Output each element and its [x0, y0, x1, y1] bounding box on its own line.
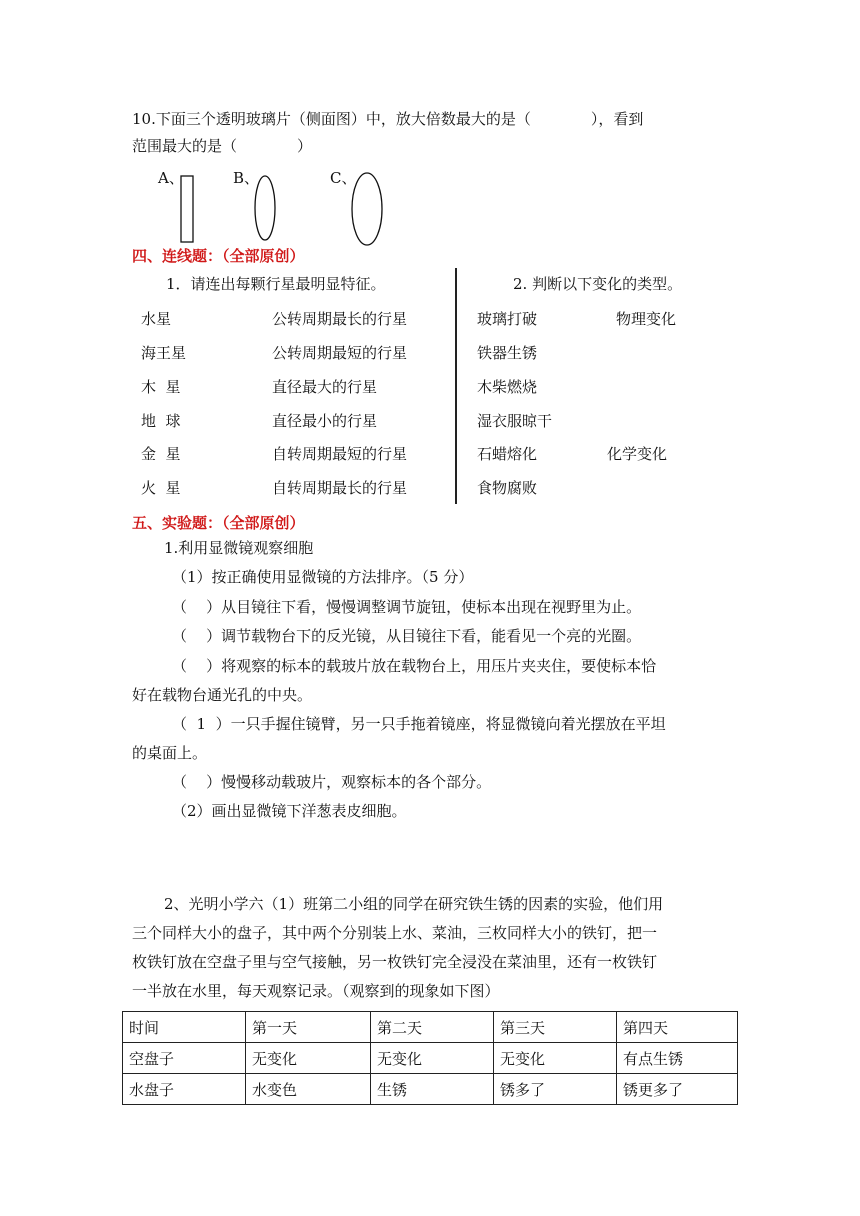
q10-line-2: 范围最大的是（ ） [132, 137, 313, 155]
planet-item: 木 星 [141, 378, 181, 396]
change-item: 食物腐败 [477, 479, 538, 497]
change-item: 木柴燃烧 [477, 378, 538, 396]
lens-c-thick-convex [352, 173, 382, 245]
table-cell: 水变色 [246, 1074, 371, 1105]
microscope-step-cont: 的桌面上。 [132, 744, 208, 762]
microscope-subquestion-1: （1）按正确使用显微镜的方法排序。（5 分） [172, 568, 474, 586]
table-cell: 空盘子 [123, 1043, 246, 1074]
change-item: 铁器生锈 [477, 344, 538, 362]
lens-b-thin-convex [255, 176, 275, 240]
lens-a-flat-glass [181, 176, 193, 242]
table-cell: 无变化 [371, 1043, 494, 1074]
physical-change-label: 物理变化 [616, 310, 677, 328]
table-cell: 无变化 [246, 1043, 371, 1074]
planet-feature: 公转周期最长的行星 [272, 310, 408, 328]
planet-feature: 直径最大的行星 [272, 378, 378, 396]
table-row [123, 1074, 738, 1105]
planet-item: 海王星 [141, 344, 187, 362]
planet-feature: 公转周期最短的行星 [272, 344, 408, 362]
chemical-change-label: 化学变化 [607, 445, 668, 463]
rust-observation-table [122, 1011, 738, 1105]
table-header-cell: 第二天 [371, 1012, 494, 1043]
table-cell: 无变化 [494, 1043, 617, 1074]
planet-feature: 直径最小的行星 [272, 412, 378, 430]
planet-item: 地 球 [141, 412, 181, 430]
table-cell: 锈多了 [494, 1074, 617, 1105]
table-cell: 锈更多了 [617, 1074, 738, 1105]
rust-question-line: 一半放在水里，每天观察记录。（观察到的现象如下图） [132, 982, 500, 1000]
microscope-step: （ ）慢慢移动载玻片，观察标本的各个部分。 [172, 773, 492, 791]
planet-item: 火 星 [141, 479, 181, 497]
table-header-cell: 第一天 [246, 1012, 371, 1043]
microscope-step: （ ）调节载物台下的反光镜，从目镜往下看，能看见一个亮的光圈。 [172, 627, 642, 645]
table-cell: 水盘子 [123, 1074, 246, 1105]
change-item: 石蜡熔化 [477, 445, 538, 463]
q10-line-1: 10.下面三个透明玻璃片（侧面图）中，放大倍数最大的是（ ），看到 [132, 110, 644, 128]
table-header-row [123, 1012, 738, 1043]
table-header-cell: 第三天 [494, 1012, 617, 1043]
rust-question-line: 枚铁钉放在空盘子里与空气接触，另一枚铁钉完全浸没在菜油里，还有一枚铁钉 [132, 953, 658, 971]
option-b-label: B、 [233, 169, 260, 187]
option-c-label: C、 [330, 169, 357, 187]
microscope-step-cont: 好在载物台通光孔的中央。 [132, 686, 313, 704]
rust-question-line: 三个同样大小的盘子，其中两个分别装上水、菜油，三枚同样大小的铁钉，把一 [132, 924, 658, 942]
column-divider [455, 268, 457, 504]
microscope-step: （ ）将观察的标本的载玻片放在载物台上，用压片夹夹住，要使标本恰 [172, 657, 657, 675]
table-header-cell: 时间 [123, 1012, 246, 1043]
planet-item: 金 星 [141, 445, 181, 463]
planet-feature: 自转周期最短的行星 [272, 445, 408, 463]
change-item: 湿衣服晾干 [477, 412, 553, 430]
option-a-label: A、 [158, 169, 184, 187]
table-cell: 生锈 [371, 1074, 494, 1105]
match-planets-title: 1．请连出每颗行星最明显特征。 [166, 275, 386, 293]
microscope-subquestion-2: （2）画出显微镜下洋葱表皮细胞。 [172, 802, 407, 820]
table-row [123, 1043, 738, 1074]
classify-changes-title: 2. 判断以下变化的类型。 [513, 275, 683, 293]
microscope-question-title: 1.利用显微镜观察细胞 [164, 539, 314, 557]
change-item: 玻璃打破 [477, 310, 538, 328]
section5-heading: 五、实验题：（全部原创） [132, 514, 305, 532]
rust-question-line: 2、光明小学六（1）班第二小组的同学在研究铁生锈的因素的实验，他们用 [164, 895, 664, 913]
table-header-cell: 第四天 [617, 1012, 738, 1043]
planet-item: 水星 [141, 310, 172, 328]
microscope-step: （ ）从目镜往下看，慢慢调整调节旋钮，使标本出现在视野里为止。 [172, 598, 642, 616]
table-cell: 有点生锈 [617, 1043, 738, 1074]
planet-feature: 自转周期最长的行星 [272, 479, 408, 497]
lens-figures [175, 170, 395, 248]
section4-heading: 四、连线题：（全部原创） [132, 247, 305, 265]
microscope-step: （ 1 ）一只手握住镜臂，另一只手拖着镜座，将显微镜向着光摆放在平坦 [172, 715, 666, 733]
